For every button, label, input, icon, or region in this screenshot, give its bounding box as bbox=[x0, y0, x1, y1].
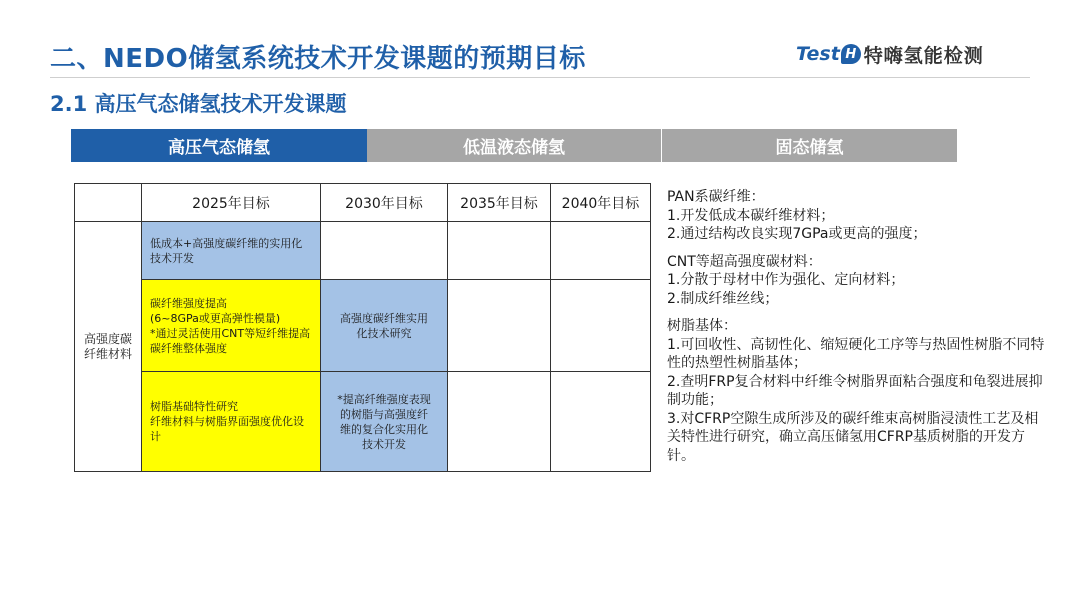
logo-text-en: Test bbox=[796, 43, 840, 65]
table-cell bbox=[448, 222, 551, 280]
notes-cnt-material bbox=[667, 253, 1047, 309]
notes-item: 2.通过结构改良实现7GPa或更高的强度； bbox=[667, 226, 927, 242]
tab-high-pressure-gas[interactable]: 高压气态储氢 bbox=[71, 129, 367, 162]
table-cell bbox=[551, 222, 651, 280]
notes-heading: CNT等超高强度碳材料： bbox=[667, 253, 822, 270]
notes-item: 3.对CFRP空隙生成所涉及的碳纤维束高树脂浸渍性工艺及相关特性进行研究，确立高压储氢用CFRP基质树脂的开发方针。 bbox=[667, 410, 1039, 464]
table-cell bbox=[448, 372, 551, 472]
notes-item: 2.制成纤维丝线； bbox=[667, 290, 779, 307]
storage-type-tabs bbox=[71, 129, 957, 162]
table-header-row bbox=[75, 184, 651, 222]
goals-table bbox=[74, 183, 651, 472]
table-header-2035: 2035年目标 bbox=[448, 184, 551, 222]
notes-panel bbox=[667, 188, 1047, 474]
section-subtitle: 2.1 高压气态储氢技术开发课题 bbox=[50, 92, 347, 116]
tab-solid-state[interactable]: 固态储氢 bbox=[662, 129, 957, 162]
notes-heading: 树脂基体： bbox=[667, 318, 737, 334]
header-divider bbox=[50, 77, 1030, 78]
table-header-2040: 2040年目标 bbox=[551, 184, 651, 222]
table-row bbox=[75, 372, 651, 472]
table-cell: 高强度碳纤维实用 化技术研究 bbox=[321, 280, 448, 372]
table-cell: *提高纤维强度表现 的树脂与高强度纤 维的复合化实用化 技术开发 bbox=[321, 372, 448, 472]
table-cell bbox=[448, 280, 551, 372]
table-cell: 低成本+高强度碳纤维的实用化技术开发 bbox=[142, 222, 321, 280]
notes-item: 1.开发低成本碳纤维材料； bbox=[667, 207, 835, 224]
notes-heading: PAN系碳纤维： bbox=[667, 189, 765, 205]
table-cell bbox=[551, 372, 651, 472]
notes-item: 2.查明FRP复合材料中纤维令树脂界面粘合强度和龟裂进展抑制功能； bbox=[667, 373, 1043, 408]
page-title: 二、NEDO储氢系统技术开发课题的预期目标 bbox=[50, 44, 586, 74]
hydrogen-logo-icon: H bbox=[841, 44, 861, 64]
table-row bbox=[75, 222, 651, 280]
table-cell bbox=[321, 222, 448, 280]
table-cell: 碳纤维强度提高 (6~8GPa或更高弹性模量) *通过灵活使用CNT等短纤维提高碳纤维整体强度 bbox=[142, 280, 321, 372]
notes-item: 1.分散于母材中作为强化、定向材料； bbox=[667, 272, 905, 288]
table-header-2025: 2025年目标 bbox=[142, 184, 321, 222]
table-cell bbox=[551, 280, 651, 372]
table-header-empty bbox=[75, 184, 142, 222]
notes-pan-fiber bbox=[667, 188, 1047, 244]
brand-logo bbox=[796, 38, 984, 70]
table-row bbox=[75, 280, 651, 372]
table-header-2030: 2030年目标 bbox=[321, 184, 448, 222]
table-cell: 树脂基础特性研究 纤维材料与树脂界面强度优化设计 bbox=[142, 372, 321, 472]
notes-item: 1.可回收性、高韧性化、缩短硬化工序等与热固性树脂不同特性的热塑性树脂基体； bbox=[667, 336, 1045, 371]
tab-low-temp-liquid[interactable]: 低温液态储氢 bbox=[367, 129, 662, 162]
row-label-carbon-fiber: 高强度碳 纤维材料 bbox=[75, 222, 142, 472]
notes-resin-matrix bbox=[667, 317, 1047, 465]
logo-text-cn: 特嗨氢能检测 bbox=[863, 44, 984, 67]
